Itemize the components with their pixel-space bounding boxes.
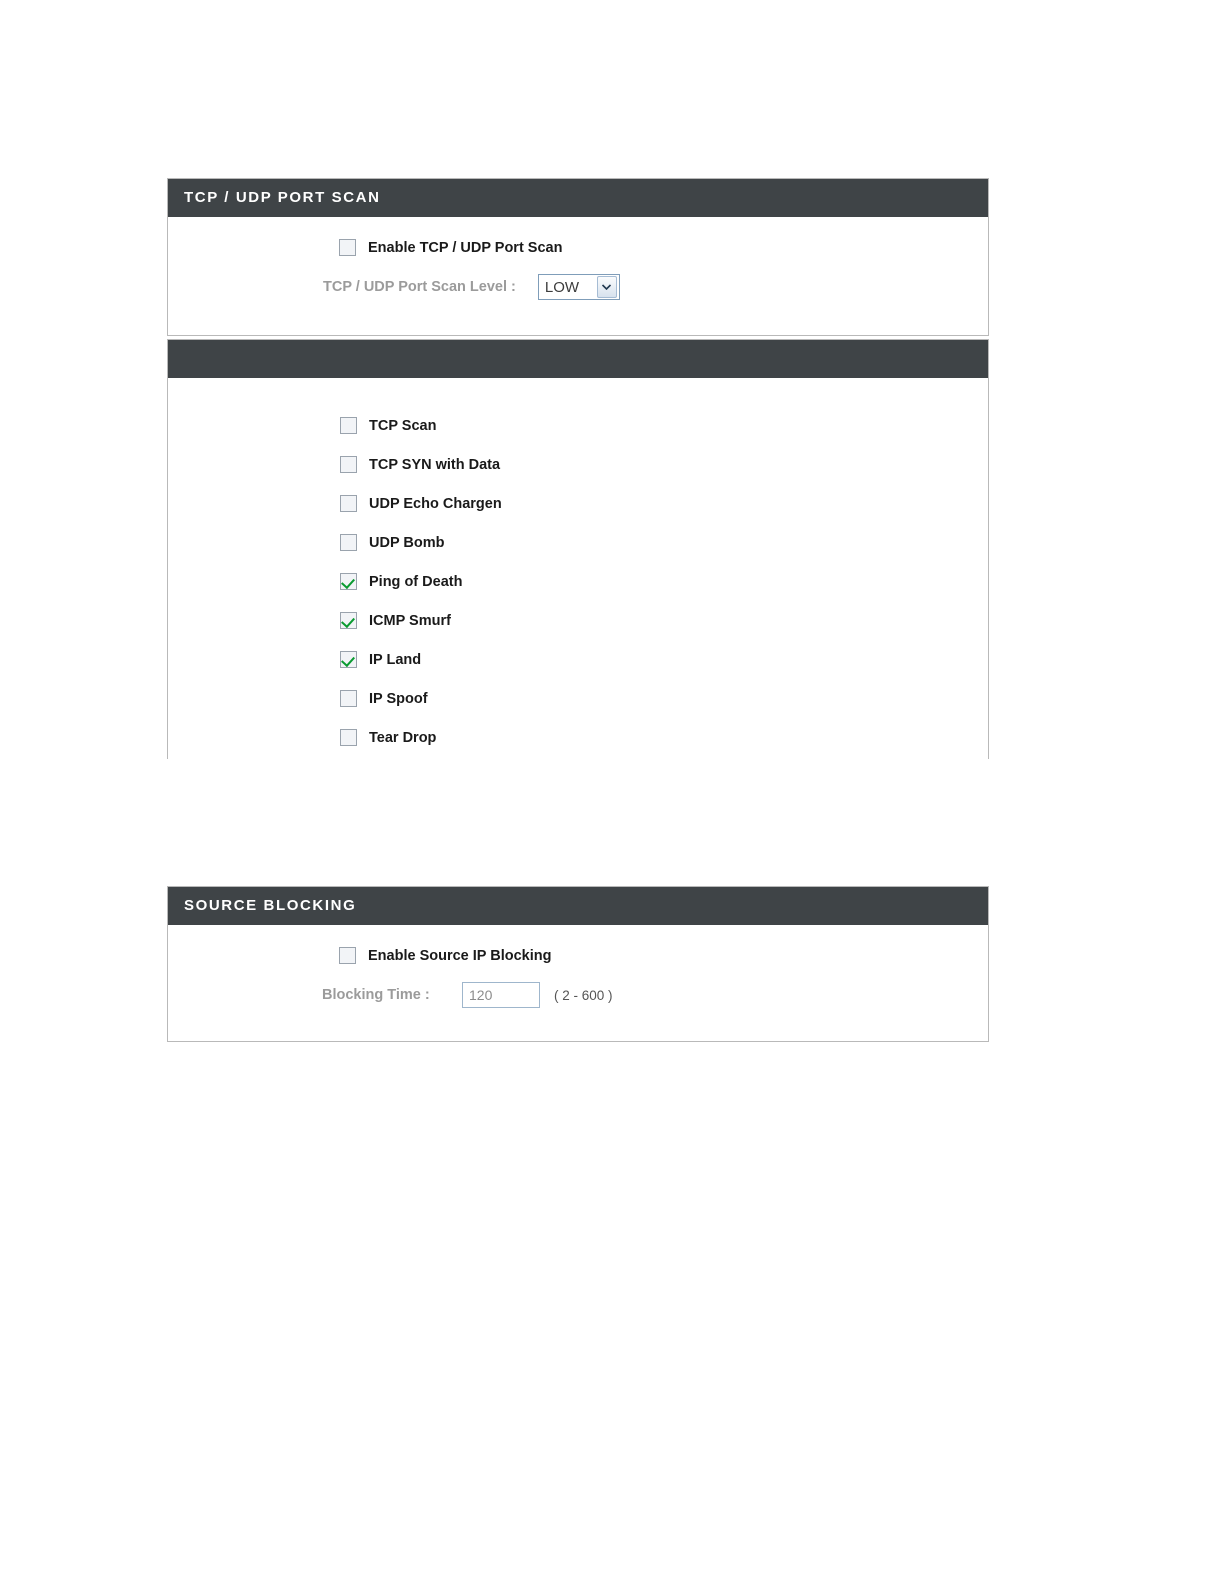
tcp-udp-port-scan-title: TCP / UDP PORT SCAN (168, 179, 988, 217)
blocking-time-input[interactable] (462, 982, 540, 1008)
enable-port-scan-row[interactable] (339, 239, 988, 256)
enable-source-ip-blocking-label: Enable Source IP Blocking (368, 947, 552, 964)
tcp-syn-with-data-label: TCP SYN with Data (369, 456, 501, 473)
list-item[interactable] (340, 718, 988, 757)
ip-spoof-checkbox[interactable] (340, 690, 357, 707)
udp-echo-chargen-label: UDP Echo Chargen (369, 495, 502, 512)
tear-drop-label: Tear Drop (369, 729, 437, 746)
attack-protection-title (168, 340, 988, 378)
source-blocking-panel (167, 886, 989, 1042)
list-item[interactable] (340, 601, 988, 640)
enable-source-ip-blocking-row[interactable] (339, 947, 988, 964)
enable-source-ip-blocking-checkbox[interactable] (339, 947, 356, 964)
port-scan-level-label: TCP / UDP Port Scan Level : (323, 279, 516, 295)
list-item[interactable] (340, 523, 988, 562)
icmp-smurf-label: ICMP Smurf (369, 612, 451, 629)
list-item[interactable] (340, 562, 988, 601)
tcp-scan-checkbox[interactable] (340, 417, 357, 434)
chevron-down-icon[interactable] (597, 276, 617, 298)
tear-drop-checkbox[interactable] (340, 729, 357, 746)
list-item[interactable] (340, 445, 988, 484)
source-blocking-title: SOURCE BLOCKING (168, 887, 988, 925)
blocking-time-label: Blocking Time : (322, 987, 430, 1003)
attack-protection-panel (167, 339, 989, 759)
attack-protection-body (168, 378, 988, 779)
enable-port-scan-label: Enable TCP / UDP Port Scan (368, 239, 563, 256)
list-item[interactable] (340, 640, 988, 679)
enable-port-scan-checkbox[interactable] (339, 239, 356, 256)
port-scan-level-value: LOW (544, 278, 580, 296)
port-scan-level-row (323, 274, 988, 300)
ip-land-label: IP Land (369, 651, 422, 668)
tcp-udp-port-scan-panel (167, 178, 989, 336)
list-item[interactable] (340, 679, 988, 718)
udp-bomb-checkbox[interactable] (340, 534, 357, 551)
blocking-time-row (322, 982, 988, 1008)
icmp-smurf-checkbox[interactable] (340, 612, 357, 629)
ping-of-death-checkbox[interactable] (340, 573, 357, 590)
port-scan-level-select[interactable] (538, 274, 620, 300)
ping-of-death-label: Ping of Death (369, 573, 463, 590)
source-blocking-body (168, 925, 988, 1022)
tcp-scan-label: TCP Scan (369, 417, 437, 434)
ip-spoof-label: IP Spoof (369, 690, 428, 707)
udp-echo-chargen-checkbox[interactable] (340, 495, 357, 512)
udp-bomb-label: UDP Bomb (369, 534, 445, 551)
list-item[interactable] (340, 484, 988, 523)
blocking-time-hint: ( 2 - 600 ) (554, 987, 613, 1003)
list-item[interactable] (340, 406, 988, 445)
tcp-udp-port-scan-body (168, 217, 988, 314)
tcp-syn-with-data-checkbox[interactable] (340, 456, 357, 473)
ip-land-checkbox[interactable] (340, 651, 357, 668)
